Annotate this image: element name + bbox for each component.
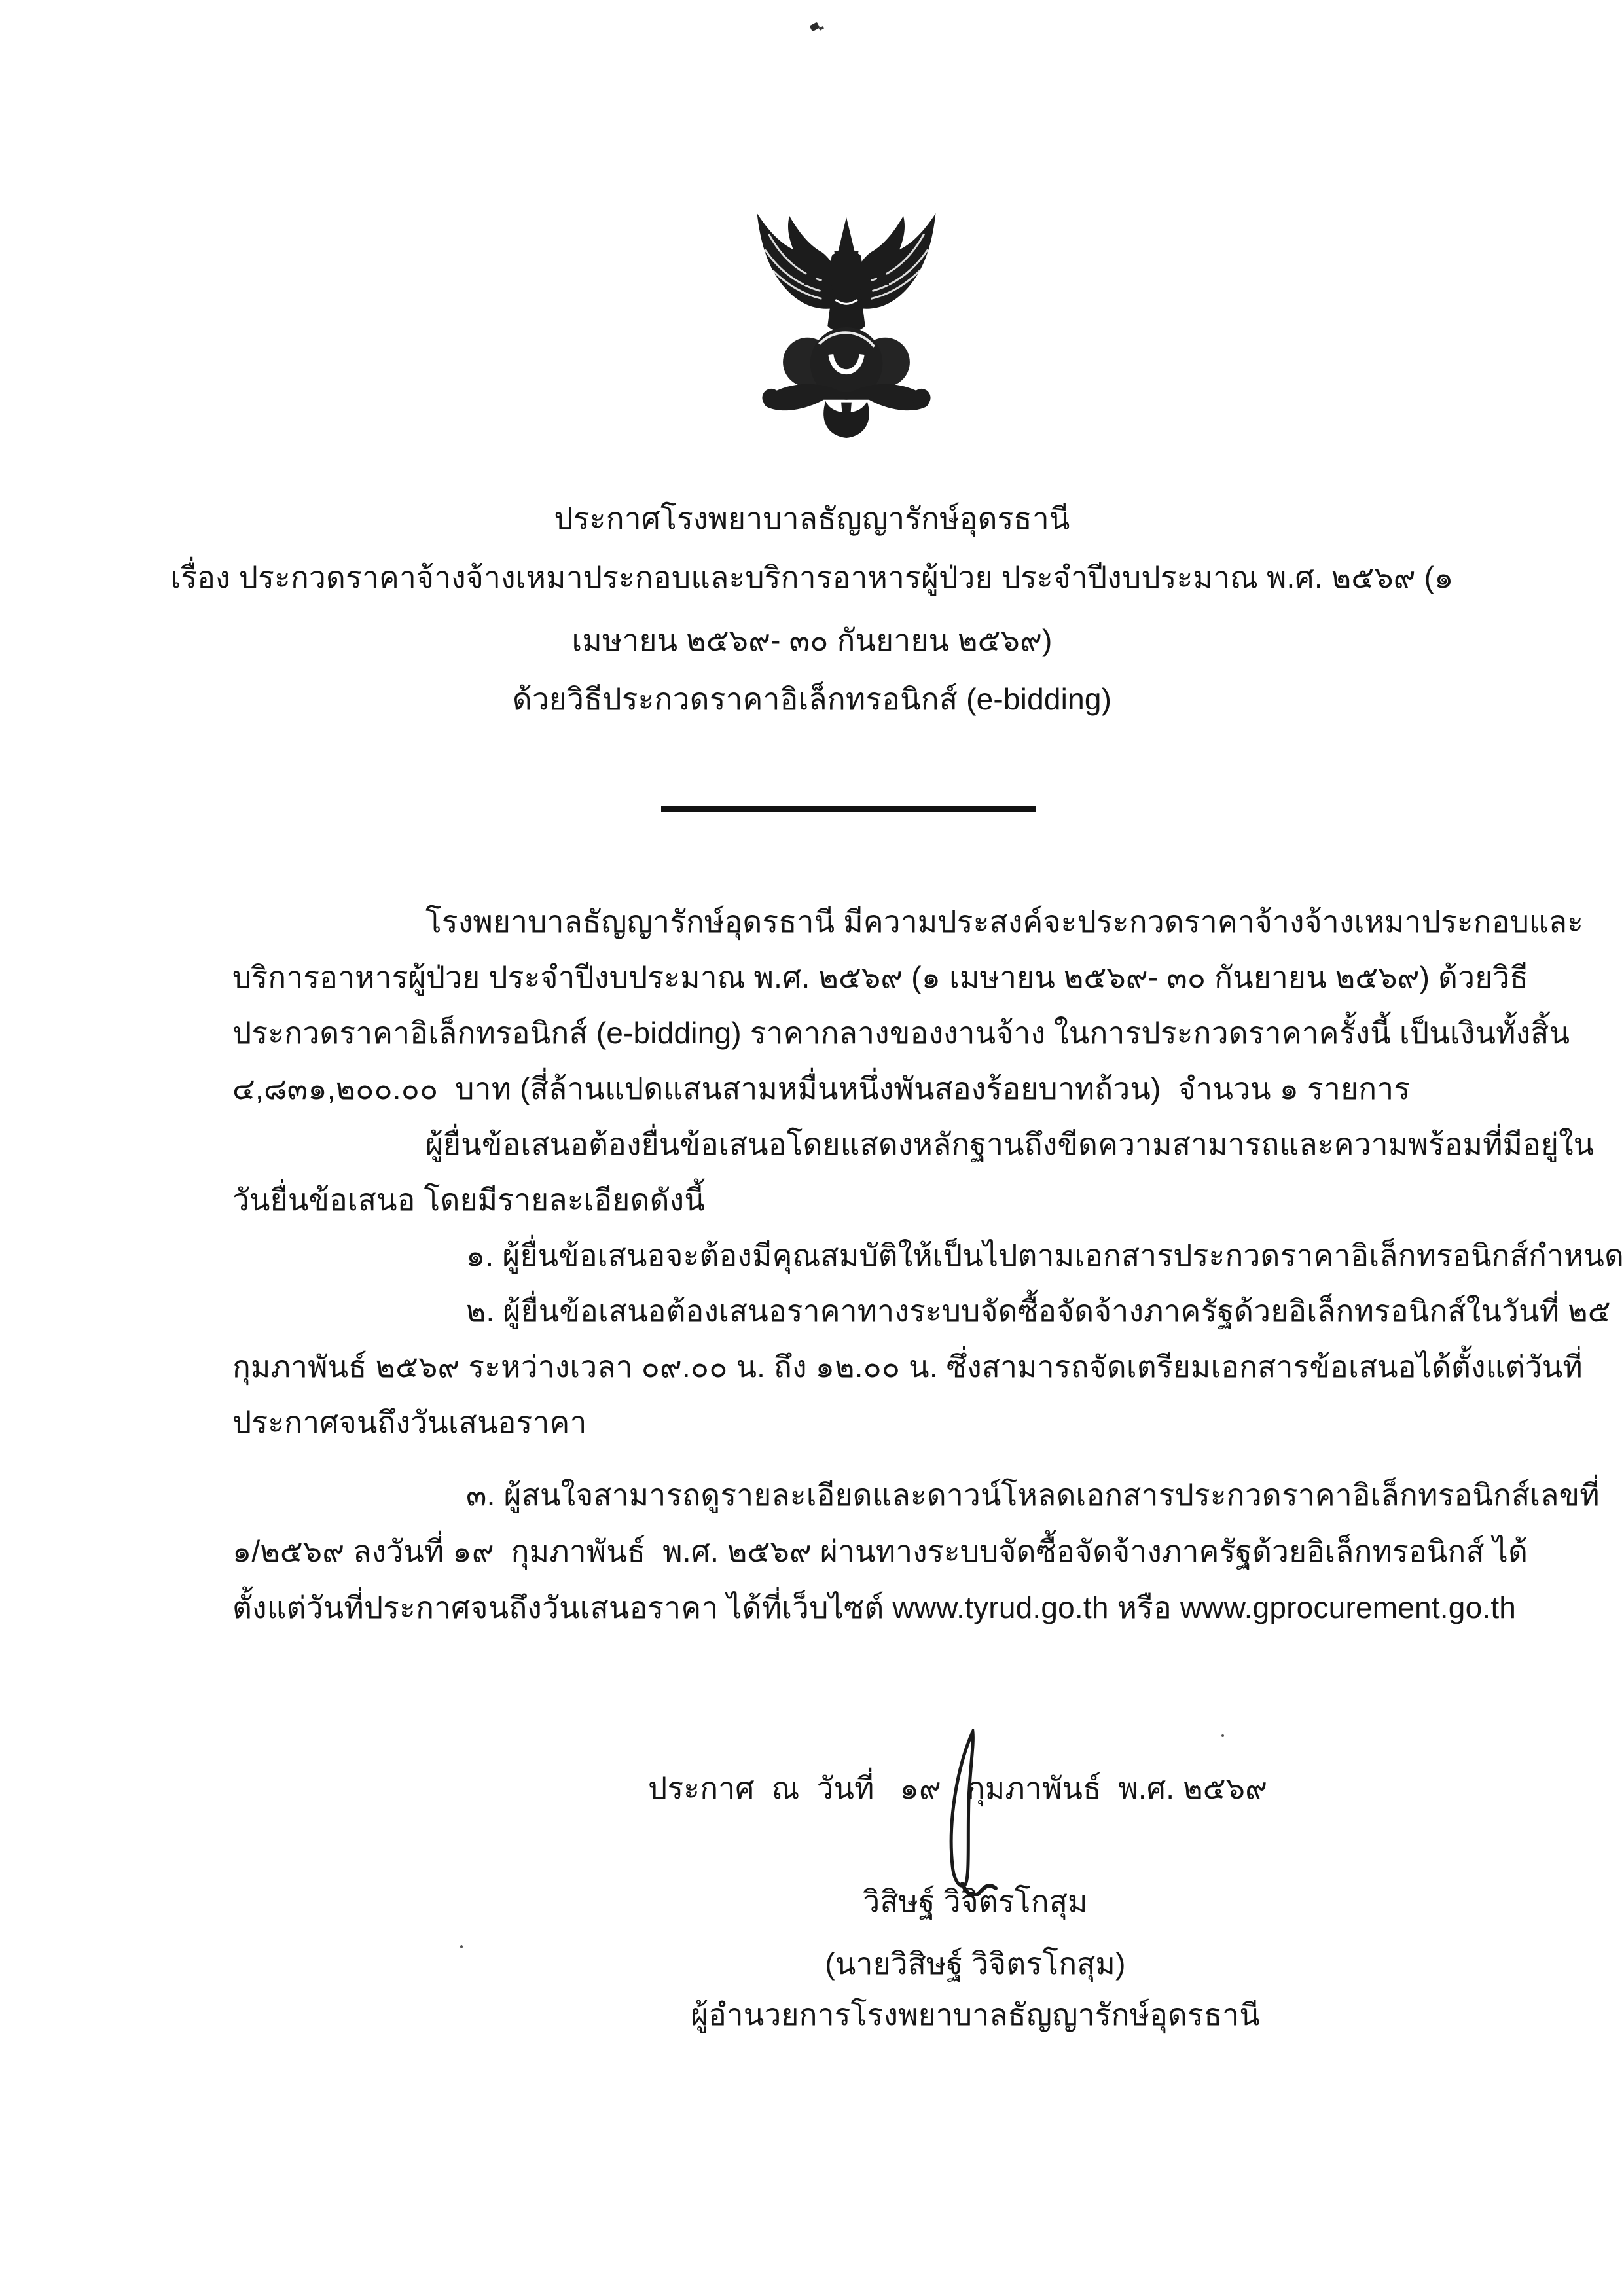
body-line: ผู้ยื่นข้อเสนอต้องยื่นข้อเสนอโดยแสดงหลักฐานถึงขีดความสามารถและความพร้อมที่มีอยู่ใน [425,1127,1595,1161]
body-line: กุมภาพันธ์ ๒๕๖๙ ระหว่างเวลา ๐๙.๐๐ น. ถึง ๑๒.๐๐ น. ซึ่งสามารถจัดเตรียมเอกสารข้อเสนอได้ตั้งแต่วันที่ [232,1350,1583,1384]
handwritten-signature [916,1729,1028,1896]
body-line: ๑/๒๕๖๙ ลงวันที่ ๑๙ กุมภาพันธ์ พ.ศ. ๒๕๖๙ ผ่านทางระบบจัดซื้อจัดจ้างภาครัฐด้วยอิเล็กทรอนิกส์ ได้ [232,1534,1528,1568]
body-line: ๔,๘๓๑,๒๐๐.๐๐ บาท (สี่ล้านแปดแสนสามหมื่นหนึ่งพันสองร้อยบาทถ้วน) จำนวน ๑ รายการ [232,1071,1411,1105]
body-line-websites: ตั้งแต่วันที่ประกาศจนถึงวันเสนอราคา ได้ที่เว็บไซต์ www.tyrud.go.th หรือ www.gprocurement.go.th [232,1590,1517,1624]
body-line-item-3: ๓. ผู้สนใจสามารถดูรายละเอียดและดาวน์โหลดเอกสารประกวดราคาอิเล็กทรอนิกส์เลขที่ [466,1478,1600,1512]
document-title-line-2: เรื่อง ประกวดราคาจ้างจ้างเหมาประกอบและบริการอาหารผู้ป่วย ประจำปีงบประมาณ พ.ศ. ๒๕๖๙ (๑ [170,560,1454,594]
body-line: ประกวดราคาอิเล็กทรอนิกส์ (e-bidding) ราคากลางของงานจ้าง ในการประกวดราคาครั้งนี้ เป็นเงินทั้งสิ้น [232,1016,1570,1050]
garuda-emblem-icon [742,208,951,441]
title-divider-rule [661,806,1036,812]
document-title-line-3: เมษายน ๒๕๖๙- ๓๐ กันยายน ๒๕๖๙) [571,623,1053,657]
signer-position-title: ผู้อำนวยการโรงพยาบาลธัญญารักษ์อุดรธานี [691,1998,1260,2032]
document-title-line-1: ประกาศโรงพยาบาลธัญญารักษ์อุดรธานี [554,501,1070,535]
announcement-date-line: ประกาศ ณ วันที่ ๑๙ กุมภาพันธ์ พ.ศ. ๒๕๖๙ [648,1771,1268,1805]
scan-artifact-speck [809,22,820,32]
body-line: บริการอาหารผู้ป่วย ประจำปีงบประมาณ พ.ศ. ๒๕๖๙ (๑ เมษายน ๒๕๖๙- ๓๐ กันยายน ๒๕๖๙) ด้วยวิธี [232,960,1528,994]
body-line-item-1: ๑. ผู้ยื่นข้อเสนอจะต้องมีคุณสมบัติให้เป็นไปตามเอกสารประกวดราคาอิเล็กทรอนิกส์กำหนด [466,1238,1624,1272]
scan-artifact-speck [1221,1734,1224,1737]
signer-name: วิสิษฐ์ วิจิตรโกสุม [863,1884,1088,1918]
scan-artifact-speck [460,1945,463,1948]
body-line: ประกาศจนถึงวันเสนอราคา [232,1405,587,1439]
body-line: วันยื่นข้อเสนอ โดยมีรายละเอียดดังนี้ [232,1183,705,1217]
document-title-line-4: ด้วยวิธีประกวดราคาอิเล็กทรอนิกส์ (e-bidding) [512,682,1112,716]
signer-name-parenthesized: (นายวิสิษฐ์ วิจิตรโกสุม) [825,1946,1126,1981]
body-line-item-2: ๒. ผู้ยื่นข้อเสนอต้องเสนอราคาทางระบบจัดซื้อจัดจ้างภาครัฐด้วยอิเล็กทรอนิกส์ในวันที่ ๒๕ [466,1294,1611,1328]
body-line: โรงพยาบาลธัญญารักษ์อุดรธานี มีความประสงค์จะประกวดราคาจ้างจ้างเหมาประกอบและ [425,905,1584,939]
